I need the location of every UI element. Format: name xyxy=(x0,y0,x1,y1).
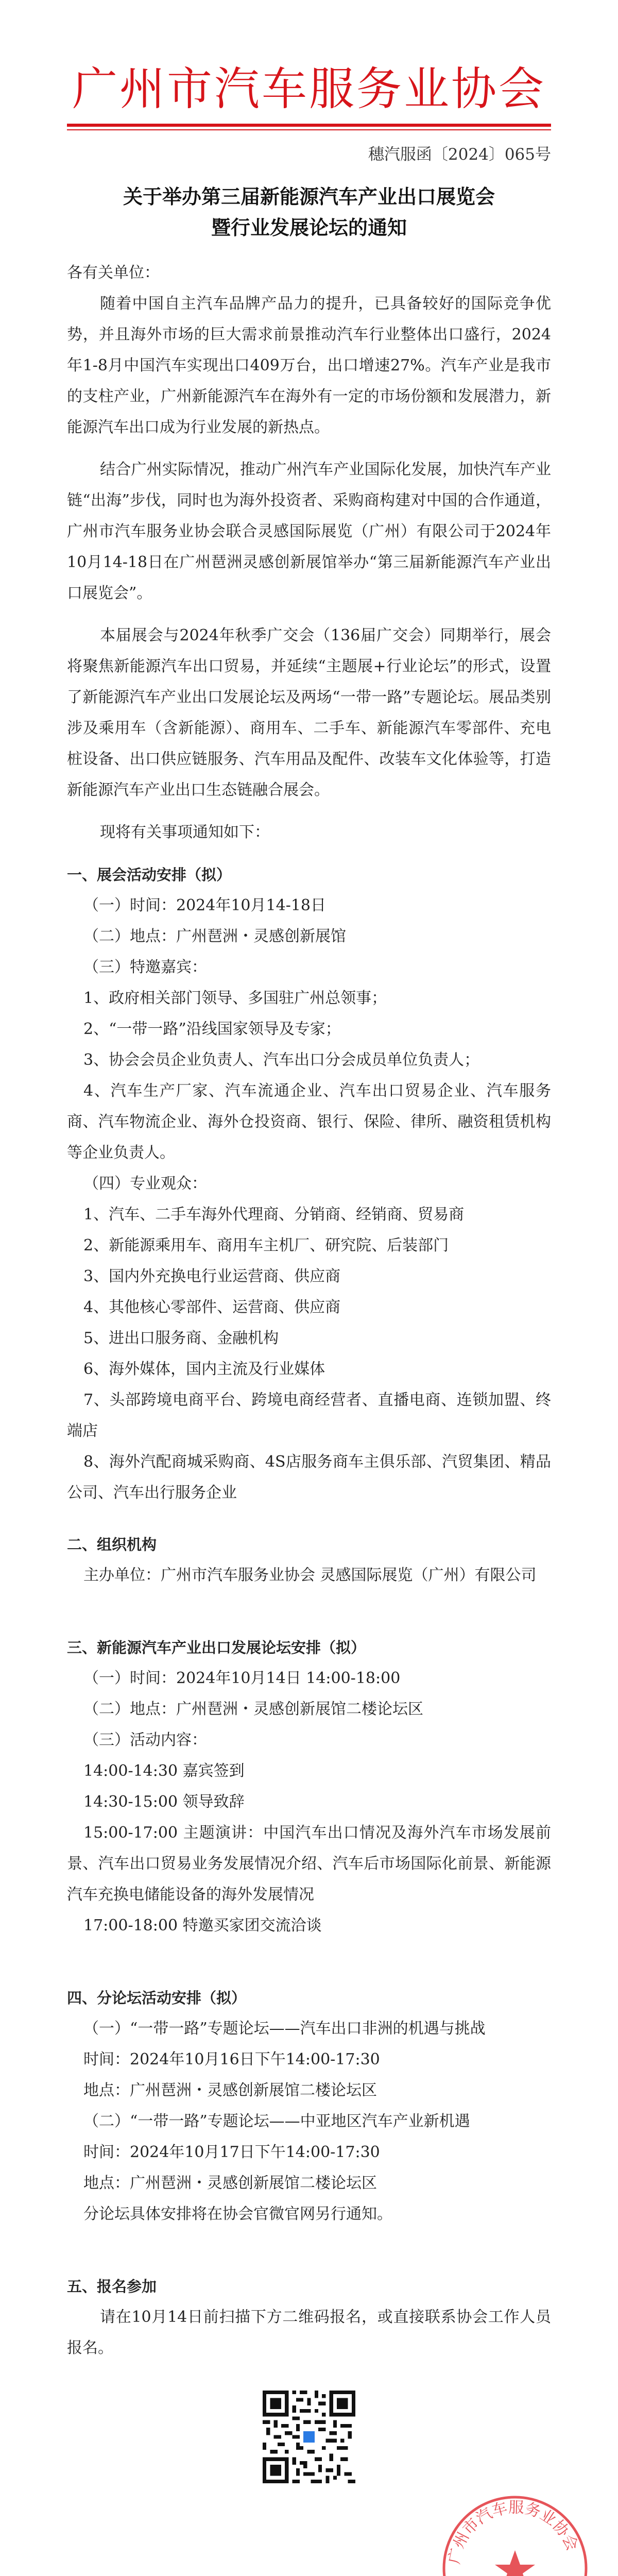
doc-title-line1: 关于举办第三届新能源汽车产业出口展览会 xyxy=(123,185,495,208)
audience-item: 8、海外汽配商城采购商、4S店服务商车主俱乐部、汽贸集团、精品公司、汽车出行服务企业 xyxy=(67,1453,551,1502)
audience-item: 5、进出口服务商、金融机构 xyxy=(83,1329,279,1347)
paragraph-background: 结合广州实际情况，推动广州汽车产业国际化发展，加快汽车产业链“出海”步伐，同时也为海外投资者、采购商构建对中国的合作通道，广州市汽车服务业协会联合灵感国际展览（广州）有限公司于2024年10月14-18日在广州琶洲灵感创新展馆举办“第三届新能源汽车产业出口展览会”。 xyxy=(67,461,551,602)
salutation: 各有关单位： xyxy=(67,264,160,282)
doc-number: 穗汽服函〔2024〕065号 xyxy=(368,145,551,164)
subforum-item: （二）“一带一路”专题论坛——中亚地区汽车产业新机遇 xyxy=(83,2112,470,2130)
audience-item: 3、国内外充换电行业运营商、供应商 xyxy=(83,1267,341,1285)
section3-content-heading: （三）活动内容： xyxy=(83,1731,207,1749)
section3-heading: 三、新能源汽车产业出口发展论坛安排（拟） xyxy=(67,1639,366,1656)
paragraph-exhibition: 本届展会与2024年秋季广交会（136届广交会）同期举行，展会将聚焦新能源汽车出口贸易，并延续“主题展+行业论坛”的形式，设置了新能源汽车产业出口发展论坛及两场“一带一路”专题论坛。展品类别涉及乘用车（含新能源）、商用车、二手车、新能源汽车零部件、充电桩设备、出口供应链服务、汽车用品及配件、改装车文化体验等，打造新能源汽车产业出口生态链融合展会。 xyxy=(67,626,551,799)
header-title: 广州市汽车服务业协会 xyxy=(72,62,546,115)
section5-heading: 五、报名参加 xyxy=(67,2278,157,2295)
section5-text: 请在10月14日前扫描下方二维码报名，或直接联系协会工作人员报名。 xyxy=(67,2308,551,2357)
audience-item: 6、海外媒体，国内主流及行业媒体 xyxy=(83,1360,325,1378)
subforum-item: （一）“一带一路”专题论坛——汽车出口非洲的机遇与挑战 xyxy=(83,2020,486,2038)
guest-item: 2、“一带一路”沿线国家领导及专家； xyxy=(83,1020,341,1038)
section1-heading: 一、展会活动安排（拟） xyxy=(67,866,232,884)
subforum-item: 地点：广州琶洲・灵感创新展馆二楼论坛区 xyxy=(83,2174,377,2192)
audience-item: 2、新能源乘用车、商用车主机厂、研究院、后装部门 xyxy=(83,1236,449,1255)
seal-text: 广州市汽车服务业协会 xyxy=(445,2498,581,2566)
section2-organizer: 主办单位：广州市汽车服务业协会 灵感国际展览（广州）有限公司 xyxy=(83,1566,537,1584)
paragraph-intro: 随着中国自主汽车品牌产品力的提升，已具备较好的国际竞争优势，并且海外市场的巨大需求前景推动汽车行业整体出口盛行，2024年1-8月中国汽车实现出口409万台，出口增速27%。汽车产业是我市的支柱产业，广州新能源汽车在海外有一定的市场份额和发展潜力，新能源汽车出口成为行业发展的新热点。 xyxy=(67,295,551,436)
schedule-item: 14:30-15:00 领导致辞 xyxy=(83,1793,245,1811)
official-seal-icon xyxy=(440,2494,590,2576)
header-rule-thick xyxy=(67,124,551,127)
section1-audience-heading: （四）专业观众： xyxy=(83,1175,207,1193)
subforum-item: 地点：广州琶洲・灵感创新展馆二楼论坛区 xyxy=(83,2081,377,2099)
schedule-item: 15:00-17:00 主题演讲：中国汽车出口情况及海外汽车市场发展前景、汽车出口贸易业务发展情况介绍、汽车后市场国际化前景、新能源汽车充换电储能设备的海外发展情况 xyxy=(67,1824,551,1904)
audience-item: 4、其他核心零部件、运营商、供应商 xyxy=(83,1298,341,1316)
subforum-item: 时间：2024年10月16日下午14:00-17:30 xyxy=(83,2050,380,2069)
paragraph-notice: 现将有关事项通知如下： xyxy=(100,823,270,841)
subforum-item: 分论坛具体安排将在协会官微官网另行通知。 xyxy=(83,2205,392,2223)
registration-qr-code-icon[interactable] xyxy=(263,2391,355,2483)
schedule-item: 17:00-18:00 特邀买家团交流洽谈 xyxy=(83,1917,322,1935)
guest-item: 1、政府相关部门领导、多国驻广州总领事； xyxy=(83,989,387,1007)
section1-time: （一）时间：2024年10月14-18日 xyxy=(83,896,327,914)
guest-item: 3、协会会员企业负责人、汽车出口分会成员单位负责人； xyxy=(83,1051,480,1069)
section1-location: （二）地点：广州琶洲・灵感创新展馆 xyxy=(83,927,346,945)
section3-location: （二）地点：广州琶洲・灵感创新展馆二楼论坛区 xyxy=(83,1700,423,1718)
section2-heading: 二、组织机构 xyxy=(67,1536,157,1553)
section4-heading: 四、分论坛活动安排（拟） xyxy=(67,1989,247,2007)
audience-item: 1、汽车、二手车海外代理商、分销商、经销商、贸易商 xyxy=(83,1206,465,1224)
section1-guests-heading: （三）特邀嘉宾： xyxy=(83,958,207,976)
schedule-item: 14:00-14:30 嘉宾签到 xyxy=(83,1762,245,1780)
subforum-item: 时间：2024年10月17日下午14:00-17:30 xyxy=(83,2143,380,2161)
section3-time: （一）时间：2024年10月14日 14:00-18:00 xyxy=(83,1669,401,1687)
header-rule-thin xyxy=(67,129,551,130)
guest-item: 4、汽车生产厂家、汽车流通企业、汽车出口贸易企业、汽车服务商、汽车物流企业、海外仓投资商、银行、保险、律所、融资租赁机构等企业负责人。 xyxy=(67,1082,551,1162)
doc-title-line2: 暨行业发展论坛的通知 xyxy=(211,216,407,239)
audience-item: 7、头部跨境电商平台、跨境电商经营者、直播电商、连锁加盟、终端店 xyxy=(67,1391,551,1440)
document-body xyxy=(67,258,551,2375)
